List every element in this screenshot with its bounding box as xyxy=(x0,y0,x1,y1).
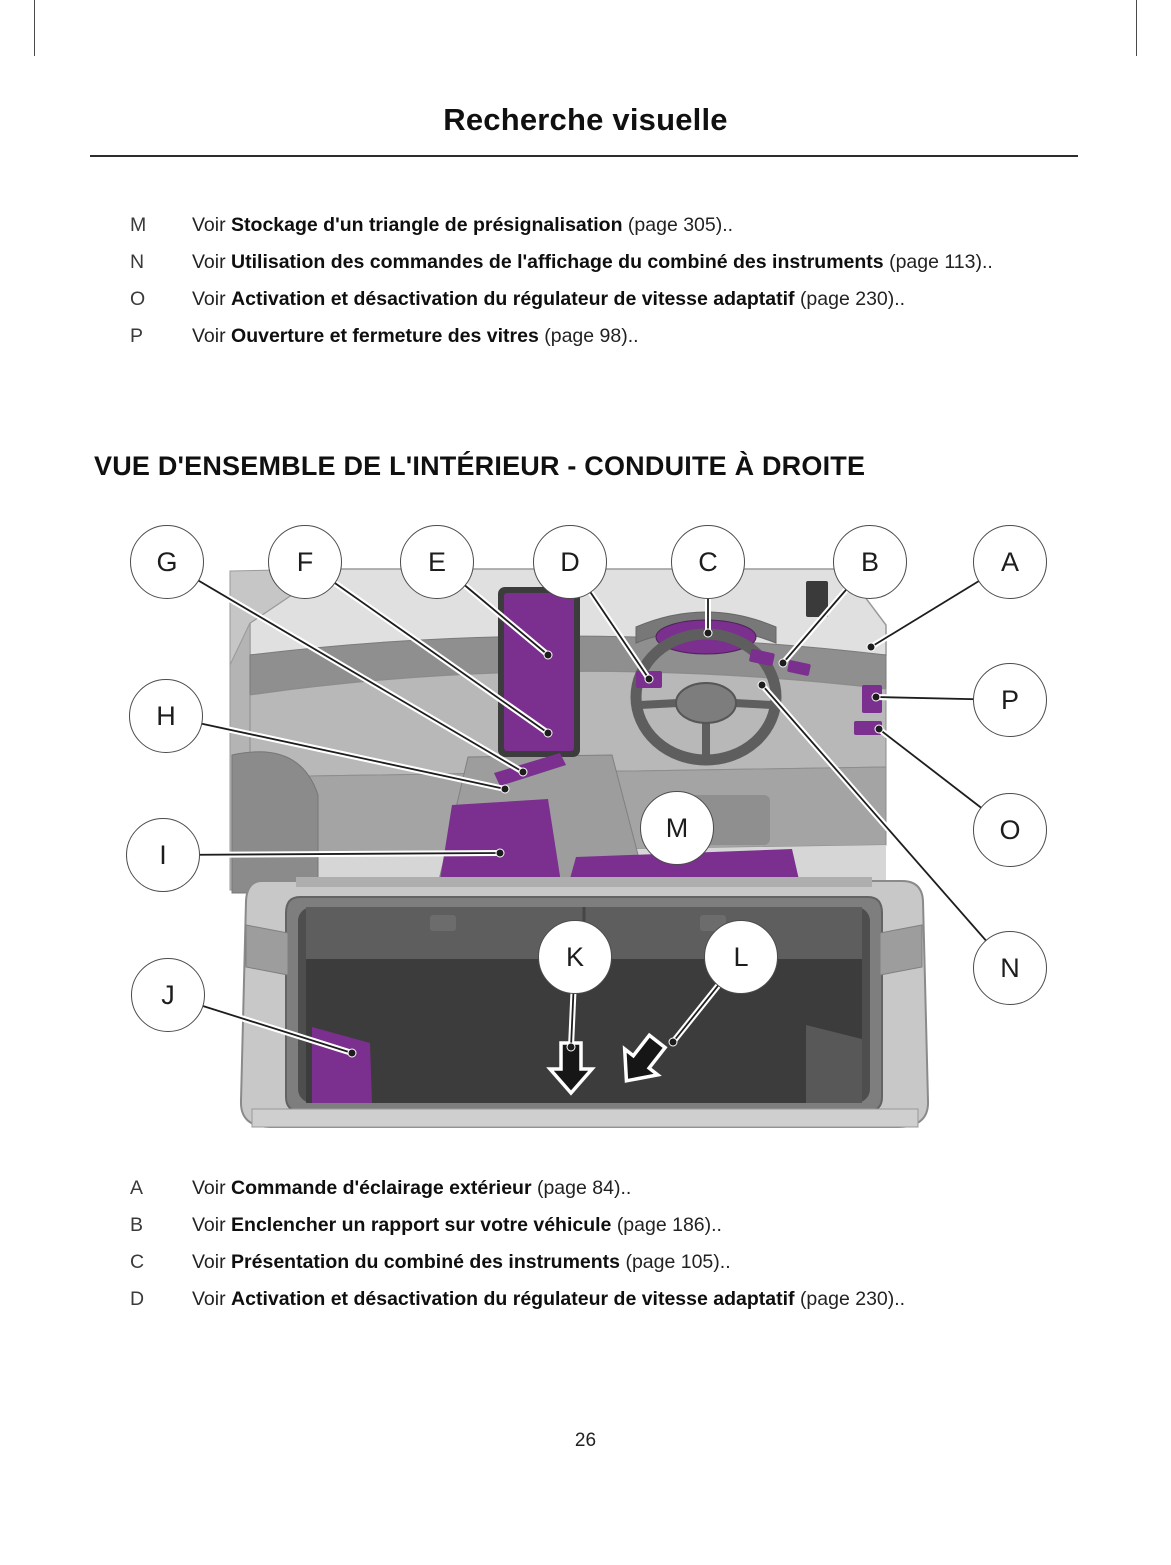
crop-mark-right xyxy=(1136,0,1137,56)
legend-text xyxy=(192,250,1042,275)
legend-letter: A xyxy=(130,1177,144,1199)
topic-label: Ouverture et fermeture des vitres xyxy=(231,325,539,347)
legend-text xyxy=(192,1213,1042,1238)
legend-letter: C xyxy=(130,1251,145,1273)
legend-text xyxy=(192,213,1042,238)
callout-n: N xyxy=(973,931,1047,1005)
topic-label: Enclencher un rapport sur votre véhicule xyxy=(231,1214,612,1236)
see-label: Voir xyxy=(192,214,226,236)
see-label: Voir xyxy=(192,1288,226,1310)
callout-b: B xyxy=(833,525,907,599)
page-ref: (page 98).. xyxy=(544,325,639,347)
legend-item xyxy=(130,213,1042,238)
callout-o: O xyxy=(973,793,1047,867)
page-ref: (page 105).. xyxy=(625,1251,731,1273)
callout-e: E xyxy=(400,525,474,599)
callout-j: J xyxy=(131,958,205,1032)
legend-item xyxy=(130,287,1042,312)
roof-edge xyxy=(296,877,872,887)
legend-text xyxy=(192,1176,1042,1201)
bumper xyxy=(252,1109,918,1127)
legend-text xyxy=(192,287,1042,312)
legend-item xyxy=(130,250,1042,275)
callout-k: K xyxy=(538,920,612,994)
callout-l: L xyxy=(704,920,778,994)
legend-letter: D xyxy=(130,1288,145,1310)
see-label: Voir xyxy=(192,251,226,273)
page-number: 26 xyxy=(574,1430,597,1451)
see-label: Voir xyxy=(192,288,226,310)
legend-item xyxy=(130,324,1042,349)
trunk-illustration xyxy=(241,877,928,1127)
topic-label: Commande d'éclairage extérieur xyxy=(231,1177,532,1199)
legend-item xyxy=(130,1287,1042,1312)
taillight-left xyxy=(246,925,288,975)
legend-text xyxy=(192,1250,1042,1275)
legend-item xyxy=(130,1213,1042,1238)
legend-bottom xyxy=(130,1176,1042,1324)
callout-d: D xyxy=(533,525,607,599)
page-ref: (page 186).. xyxy=(616,1214,722,1236)
see-label: Voir xyxy=(192,1251,226,1273)
legend-letter: O xyxy=(130,288,146,310)
callout-f: F xyxy=(268,525,342,599)
see-label: Voir xyxy=(192,1177,226,1199)
legend-text xyxy=(192,1287,1042,1312)
callout-c: C xyxy=(671,525,745,599)
crop-mark-left xyxy=(34,0,35,56)
callout-a: A xyxy=(973,525,1047,599)
legend-letter: M xyxy=(130,214,147,236)
callout-m: M xyxy=(640,791,714,865)
callout-i: I xyxy=(126,818,200,892)
page-ref: (page 84).. xyxy=(536,1177,632,1199)
callout-g: G xyxy=(130,525,204,599)
page-title: Recherche visuelle xyxy=(443,102,728,137)
see-label: Voir xyxy=(192,325,226,347)
page-ref: (page 113).. xyxy=(889,251,993,273)
seat-latch-left xyxy=(430,915,456,931)
legend-letter: N xyxy=(130,251,145,273)
dashboard-illustration xyxy=(230,569,886,893)
legend-text xyxy=(192,324,1042,349)
legend-top xyxy=(130,213,1042,361)
callout-p: P xyxy=(973,663,1047,737)
section-heading: VUE D'ENSEMBLE DE L'INTÉRIEUR - CONDUITE À DROITE xyxy=(94,451,866,481)
legend-letter: B xyxy=(130,1214,144,1236)
topic-label: Utilisation des commandes de l'affichage du combiné des instruments xyxy=(231,251,884,273)
left-seat xyxy=(232,752,318,893)
legend-letter: P xyxy=(130,325,144,347)
topic-label: Activation et désactivation du régulateur de vitesse adaptatif xyxy=(231,1288,795,1310)
page-ref: (page 230).. xyxy=(799,1288,906,1310)
topic-label: Stockage d'un triangle de présignalisation xyxy=(231,214,623,236)
title-divider xyxy=(90,155,1078,157)
topic-label: Activation et désactivation du régulateur de vitesse adaptatif xyxy=(231,288,795,310)
callout-h: H xyxy=(129,679,203,753)
topic-label: Présentation du combiné des instruments xyxy=(231,1251,621,1273)
legend-item xyxy=(130,1250,1042,1275)
page-ref: (page 230).. xyxy=(799,288,906,310)
taillight-right xyxy=(880,925,922,975)
see-label: Voir xyxy=(192,1214,226,1236)
page-ref: (page 305).. xyxy=(627,214,734,236)
legend-item xyxy=(130,1176,1042,1201)
